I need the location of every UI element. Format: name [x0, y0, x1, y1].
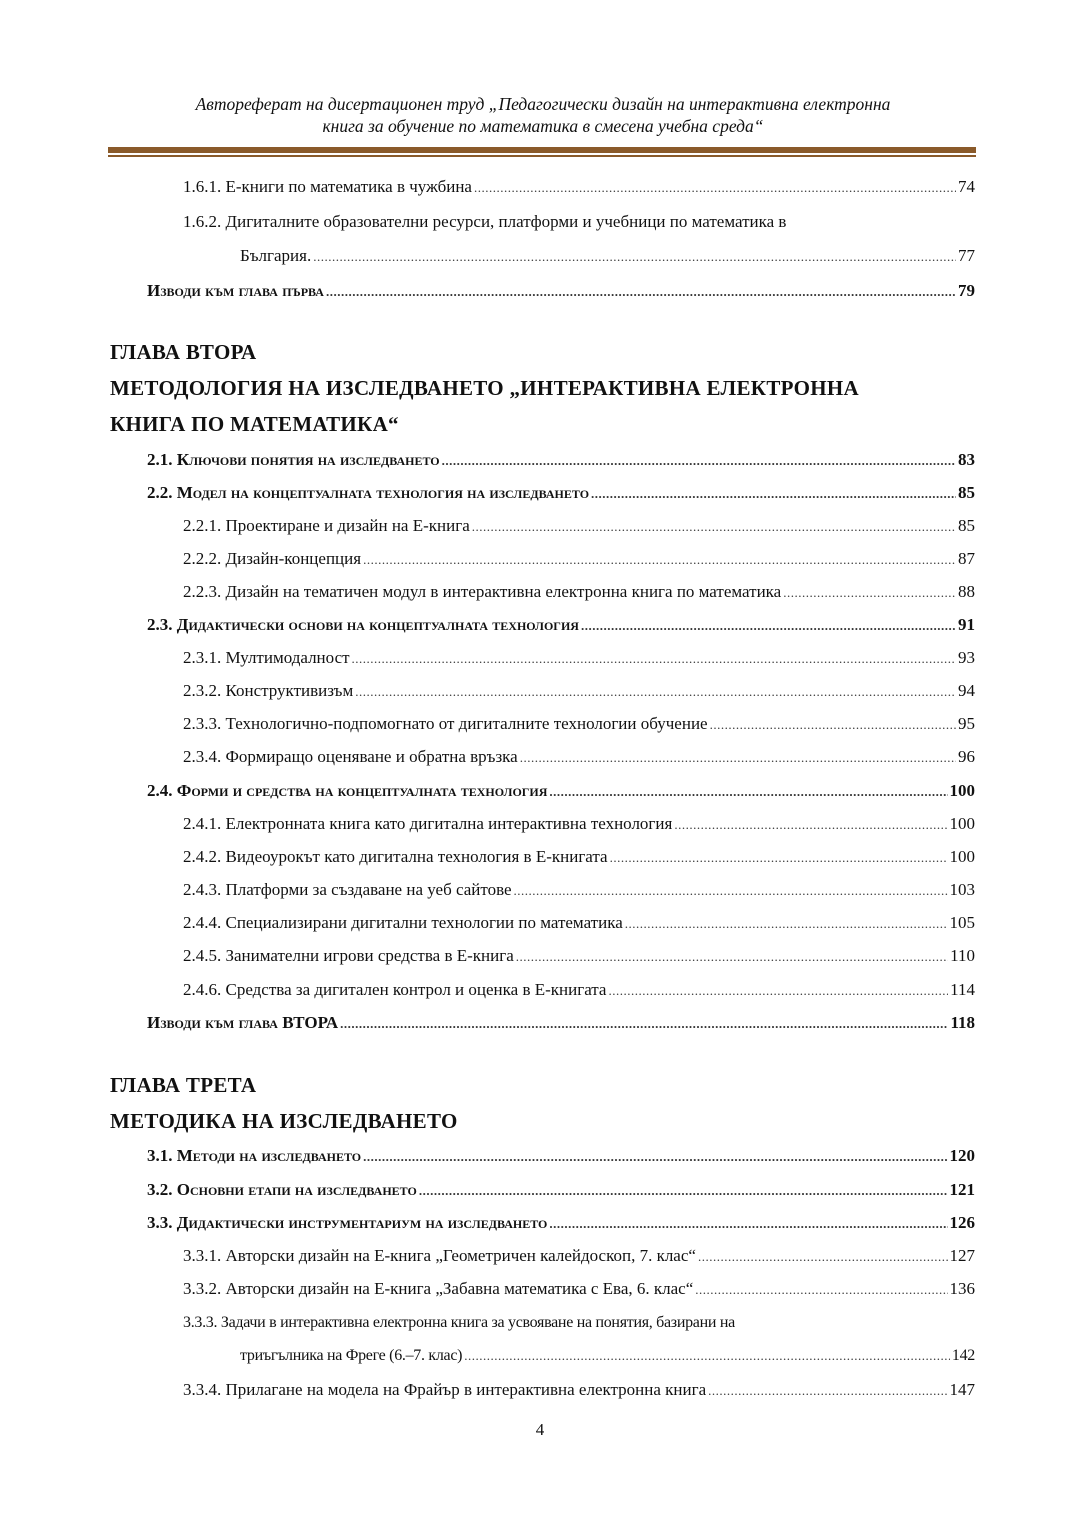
toc-page-number: 120	[949, 1146, 975, 1165]
toc-entry-label: 2.4.4. Специализирани дигитални технологии по математика	[183, 913, 623, 932]
toc-page-number: 85	[958, 516, 975, 535]
toc-entry-3-3-3[interactable]	[240, 1347, 975, 1373]
toc-page-number: 87	[958, 549, 975, 568]
toc-leader	[708, 1380, 947, 1400]
toc-page-number: 100	[949, 847, 975, 866]
toc-page-number: 79	[958, 281, 975, 300]
toc-entry-2-2[interactable]	[147, 483, 975, 509]
toc-leader	[710, 714, 956, 734]
toc-entry-label: 2.2.1. Проектиране и дизайн на Е-книга	[183, 516, 470, 535]
toc-entry-1-6-1[interactable]	[183, 177, 975, 203]
toc-entry-label: 2.4.1. Електронната книга като дигитална интерактивна технология	[183, 814, 673, 833]
toc-page-number: 127	[949, 1246, 975, 1265]
toc-entry-label: 2.4.6. Средства за дигитален контрол и оценка в Е-книгата	[183, 980, 607, 999]
toc-page-number: 96	[958, 747, 975, 766]
toc-leader	[363, 1146, 947, 1166]
toc-leader	[610, 847, 948, 867]
toc-entry-label: 3.3.2. Авторски дизайн на Е-книга „Забавна математика с Ева, 6. клас“	[183, 1279, 694, 1298]
toc-entry-2-3-1[interactable]	[183, 648, 975, 674]
toc-entry-2-2-3[interactable]	[183, 582, 975, 608]
toc-entry-label: 2.2.3. Дизайн на тематичен модул в интерактивна електронна книга по математика	[183, 582, 782, 601]
toc-page-number: 147	[949, 1380, 975, 1399]
toc-entry-2-4-2[interactable]	[183, 847, 975, 873]
toc-entry-label: 2.3. Дидактически основи на концептуалната технология	[147, 615, 579, 634]
toc-leader	[326, 281, 956, 301]
toc-entry-label: 3.2. Основни етапи на изследването	[147, 1180, 417, 1199]
chapter-3-title: МЕТОДИКА НА ИЗСЛЕДВАНЕТО	[110, 1109, 458, 1133]
toc-leader	[625, 913, 948, 933]
toc-entry-2-4-5[interactable]	[183, 946, 975, 972]
toc-leader	[419, 1180, 948, 1200]
toc-entry-3-3-2[interactable]	[183, 1279, 975, 1305]
toc-entry-ch2-conclusions[interactable]	[147, 1013, 975, 1039]
toc-entry-2-3-4[interactable]	[183, 747, 975, 773]
toc-entry-label: 2.3.1. Мултимодалност	[183, 648, 350, 667]
toc-page-number: 95	[958, 714, 975, 733]
toc-entry-label: 3.3.1. Авторски дизайн на Е-книга „Геометричен калейдоскоп, 7. клас“	[183, 1246, 696, 1265]
toc-entry-label: 2.2.2. Дизайн-концепция	[183, 549, 362, 568]
toc-leader	[695, 1279, 947, 1299]
toc-leader	[442, 450, 956, 470]
toc-page-number: 100	[949, 814, 975, 833]
toc-page-number: 121	[949, 1180, 975, 1199]
toc-entry-label: 2.1. Ключови понятия на изследването	[147, 450, 440, 469]
toc-page-number: 103	[949, 880, 975, 899]
toc-page-number: 77	[958, 246, 975, 265]
header-line-1: Автореферат на дисертационен труд „Педагогически дизайн на интерактивна електронна	[195, 94, 891, 114]
toc-entry-2-1[interactable]	[147, 450, 975, 476]
toc-entry-2-4-1[interactable]	[183, 814, 975, 840]
toc-leader	[313, 246, 956, 266]
toc-entry-2-3-3[interactable]	[183, 714, 975, 740]
toc-entry-label: България.	[240, 246, 312, 265]
chapter-2-title-line1: МЕТОДОЛОГИЯ НА ИЗСЛЕДВАНЕТО „ИНТЕРАКТИВНА ЕЛЕКТРОННА	[110, 376, 859, 400]
toc-entry-label: триъгълника на Фреге (6.–7. клас)	[240, 1347, 463, 1364]
toc-entry-3-3[interactable]	[147, 1213, 975, 1239]
header-rule-thin	[108, 155, 976, 157]
toc-page-number: 91	[958, 615, 975, 634]
toc-page-number: 110	[950, 946, 975, 965]
toc-entry-label: 2.4.5. Занимателни игрови средства в Е-книга	[183, 946, 514, 965]
toc-page-number: 74	[958, 177, 975, 196]
toc-entry-3-3-3-line1[interactable]: 3.3.3. Задачи в интерактивна електронна книга за усвояване на понятия, базирани на	[183, 1314, 735, 1331]
toc-page-number: 93	[958, 648, 975, 667]
toc-entry-label: 3.3.4. Прилагане на модела на Фрайър в интерактивна електронна книга	[183, 1380, 707, 1399]
toc-entry-label: 2.4. Форми и средства на концептуалната технология	[147, 781, 548, 800]
toc-leader	[549, 781, 947, 801]
toc-leader	[591, 483, 956, 503]
toc-page-number: 100	[949, 781, 975, 800]
running-header	[110, 93, 976, 137]
toc-page-number: 136	[949, 1279, 975, 1298]
toc-entry-2-4[interactable]	[147, 781, 975, 807]
toc-leader	[340, 1013, 948, 1033]
toc-leader	[355, 681, 956, 701]
header-rule-thick	[108, 147, 976, 153]
toc-entry-ch1-conclusions[interactable]	[147, 281, 975, 307]
toc-page-number: 142	[951, 1347, 975, 1364]
toc-leader	[783, 582, 956, 602]
toc-entry-label: 1.6.1. Е-книги по математика в чужбина	[183, 177, 472, 196]
toc-leader	[549, 1213, 947, 1233]
toc-entry-label: 2.4.3. Платформи за създаване на уеб сайтове	[183, 880, 512, 899]
toc-entry-label: 3.1. Методи на изследването	[147, 1146, 362, 1165]
toc-entry-label: Изводи към глава ВТОРА	[147, 1013, 339, 1032]
toc-leader	[363, 549, 956, 569]
toc-leader	[514, 880, 948, 900]
toc-entry-3-3-1[interactable]	[183, 1246, 975, 1272]
header-line-2: книга за обучение по математика в смесена учебна среда“	[322, 116, 764, 136]
toc-entry-2-4-6[interactable]	[183, 980, 975, 1006]
toc-entry-1-6-2[interactable]	[240, 246, 975, 272]
toc-page-number: 94	[958, 681, 975, 700]
chapter-2-title-line2: КНИГА ПО МАТЕМАТИКА“	[110, 412, 399, 436]
toc-leader	[352, 648, 956, 668]
toc-entry-label: 2.3.3. Технологично-подпомогнато от дигиталните технологии обучение	[183, 714, 708, 733]
toc-entry-label: 2.4.2. Видеоурокът като дигитална технология в Е-книгата	[183, 847, 608, 866]
toc-entry-1-6-2-line1[interactable]: 1.6.2. Дигиталните образователни ресурси, платформи и учебници по математика в	[183, 212, 787, 231]
toc-entry-2-3[interactable]	[147, 615, 975, 641]
toc-entry-2-2-2[interactable]	[183, 549, 975, 575]
toc-page-number: 118	[950, 1013, 975, 1032]
toc-leader	[520, 747, 956, 767]
toc-leader	[516, 946, 948, 966]
toc-page-number: 83	[958, 450, 975, 469]
toc-entry-2-2-1[interactable]	[183, 516, 975, 542]
toc-leader	[698, 1246, 948, 1266]
toc-entry-label: 2.3.4. Формиращо оценяване и обратна връзка	[183, 747, 518, 766]
chapter-2-label: ГЛАВА ВТОРА	[110, 340, 257, 364]
toc-page-number: 88	[958, 582, 975, 601]
toc-leader	[608, 980, 948, 1000]
toc-leader	[464, 1347, 950, 1365]
toc-entry-label: 3.3. Дидактически инструментариум на изследването	[147, 1213, 548, 1232]
toc-entry-2-4-4[interactable]	[183, 913, 975, 939]
page-number: 4	[535, 1420, 545, 1439]
toc-entry-3-2[interactable]	[147, 1180, 975, 1206]
toc-page-number: 114	[950, 980, 975, 999]
toc-entry-3-1[interactable]	[147, 1146, 975, 1172]
toc-page-number: 85	[958, 483, 975, 502]
toc-entry-2-3-2[interactable]	[183, 681, 975, 707]
toc-leader	[674, 814, 947, 834]
toc-leader	[472, 516, 956, 536]
toc-entry-label: 2.3.2. Конструктивизъм	[183, 681, 354, 700]
toc-entry-2-4-3[interactable]	[183, 880, 975, 906]
toc-entry-3-3-4[interactable]	[183, 1380, 975, 1406]
toc-entry-label: 2.2. Модел на концептуалната технология на изследването	[147, 483, 590, 502]
toc-page-number: 105	[949, 913, 975, 932]
toc-page-number: 126	[949, 1213, 975, 1232]
toc-leader	[581, 615, 956, 635]
toc-leader	[474, 177, 956, 197]
chapter-3-label: ГЛАВА ТРЕТА	[110, 1073, 257, 1097]
toc-entry-label: Изводи към глава първа	[147, 281, 324, 300]
